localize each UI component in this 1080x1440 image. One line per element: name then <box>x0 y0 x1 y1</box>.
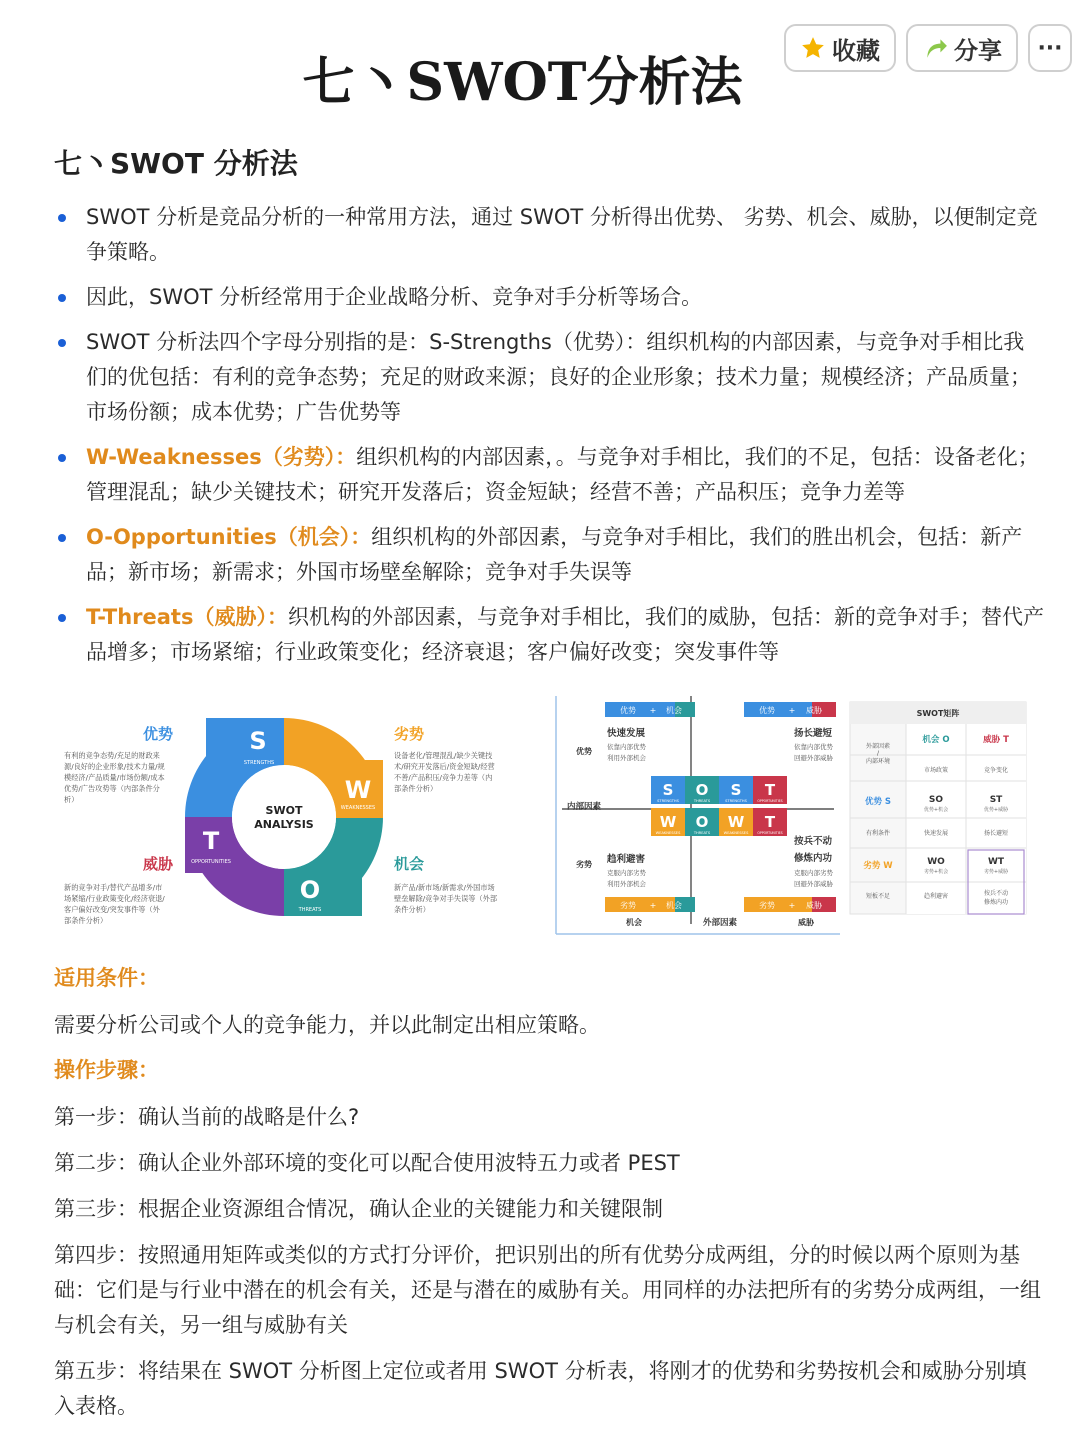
conditions-text: 需要分析公司或个人的竞争能力，并以此制定出相应策略。 <box>54 1013 600 1037</box>
wheel-center-line1: SWOT <box>265 804 303 817</box>
svg-text:修炼内功: 修炼内功 <box>983 899 1009 906</box>
svg-text:+: + <box>788 706 796 715</box>
swot-wheel-figure <box>64 718 497 925</box>
wheel-letter-t: T <box>202 827 220 855</box>
svg-text:优势: 优势 <box>759 706 775 715</box>
svg-text:THREATS: THREATS <box>693 799 711 803</box>
step-item: 第三步：根据企业资源组合情况，确认企业的关键能力和关键限制 <box>54 1197 663 1221</box>
svg-text:SWOT矩阵: SWOT矩阵 <box>916 709 960 718</box>
svg-text:有利条件: 有利条件 <box>865 830 891 837</box>
svg-text:外部因素: 外部因素 <box>865 743 891 750</box>
svg-text:依靠内部优势: 依靠内部优势 <box>794 743 833 751</box>
svg-text:优势: 优势 <box>620 706 636 715</box>
svg-text:回避外部威胁: 回避外部威胁 <box>794 880 833 888</box>
svg-text:机会: 机会 <box>666 901 682 910</box>
wheel-letter-s: S <box>249 727 267 755</box>
svg-text:竞争变化: 竞争变化 <box>983 767 1009 774</box>
svg-text:优势+威胁: 优势+威胁 <box>983 807 1009 813</box>
opportunity-title: 机会 <box>394 855 425 873</box>
svg-text:利用外部机会: 利用外部机会 <box>607 880 646 888</box>
wheel-sub-w: WEAKNESSES <box>340 805 376 811</box>
bullet-text: 组织机构的内部因素，。与竞争对手相比，我们的不足，包括：设备老化；管理混乱；缺少关键技术；研究开发落后；资金短缺；经营不善；产品积压；竞争力差等 <box>86 445 1039 504</box>
svg-text:威胁: 威胁 <box>806 706 822 715</box>
svg-text:S: S <box>730 781 742 799</box>
svg-text:部条件分析）: 部条件分析） <box>394 784 438 793</box>
svg-text:部条件分析）: 部条件分析） <box>64 916 108 925</box>
swot-table-figure <box>850 702 1026 914</box>
bullet-text: 因此，SWOT 分析经常用于企业战略分析、竞争对手分析等场合。 <box>86 285 703 309</box>
svg-text:设备老化/管理混乱/缺少关键技: 设备老化/管理混乱/缺少关键技 <box>394 751 493 760</box>
weakness-desc <box>394 751 495 793</box>
step-item: 第四步：按照通用矩阵或类似的方式打分评价，把识别出的所有优势分成两组，分的时候以两个原则为基础：它们是与行业中潜在的机会有关，还是与潜在的威胁有关。用同样的办法把所有的劣势分成两组，一组与机会有关，另一组与威胁有关 <box>54 1243 1041 1337</box>
svg-text:内部因素: 内部因素 <box>566 802 602 812</box>
strength-title: 优势 <box>142 725 174 743</box>
list-item <box>54 520 1044 590</box>
bullet-text: SWOT 分析是竞品分析的一种常用方法，通过 SWOT 分析得出优势、 劣势、机会、威胁，以便制定竞争策略。 <box>86 205 1038 264</box>
svg-text:THREATS: THREATS <box>693 831 711 835</box>
step-item: 第五步：将结果在 SWOT 分析图上定位或者用 SWOT 分析表，将刚才的优势和劣势按机会和威胁分别填入表格。 <box>54 1359 1027 1418</box>
svg-text:ST: ST <box>989 795 1003 805</box>
svg-text:快速发展: 快速发展 <box>607 728 646 739</box>
svg-text:机会: 机会 <box>666 706 682 715</box>
svg-text:短板不足: 短板不足 <box>865 893 891 900</box>
list-item <box>54 440 1044 510</box>
steps-label: 操作步骤： <box>54 1058 159 1082</box>
svg-text:克服内部劣势: 克服内部劣势 <box>607 869 646 877</box>
svg-text:扬长避短: 扬长避短 <box>983 830 1009 837</box>
bullet-text: SWOT 分析法四个字母分别指的是：S-Strengths（优势）：组织机构的内部因素，与竞争对手相比我们的优包括：有利的竞争态势；充足的财政来源；良好的企业形象；技术力量；规模经济；产品质量；市场份额；成本优势；广告优势等 <box>86 330 1031 424</box>
swot-figures <box>54 692 1034 940</box>
svg-text:依靠内部优势: 依靠内部优势 <box>607 743 646 751</box>
svg-text:不善/产品积压/竞争力差等（内: 不善/产品积压/竞争力差等（内 <box>394 773 493 782</box>
svg-text:新的竞争对手/替代产品增多/市: 新的竞争对手/替代产品增多/市 <box>64 883 163 892</box>
bullet-highlight: O-Opportunities（机会）： <box>86 525 372 549</box>
more-icon: ··· <box>1037 35 1063 61</box>
svg-text:模经济/产品质量/市场份额/成本: 模经济/产品质量/市场份额/成本 <box>64 773 165 782</box>
svg-text:修炼内功: 修炼内功 <box>794 853 833 864</box>
svg-text:新产品/新市场/新需求/外国市场: 新产品/新市场/新需求/外国市场 <box>394 883 495 892</box>
svg-text:W: W <box>659 813 677 831</box>
bullet-highlight: W-Weaknesses（劣势）： <box>86 445 357 469</box>
svg-text:有利的竞争态势/充足的财政来: 有利的竞争态势/充足的财政来 <box>64 751 160 760</box>
svg-text:快速发展: 快速发展 <box>923 830 949 837</box>
wheel-letter-o: O <box>299 876 321 904</box>
lower-section <box>54 962 1044 1435</box>
svg-text:内部环境: 内部环境 <box>865 758 891 765</box>
svg-text:劣势+威胁: 劣势+威胁 <box>983 869 1009 875</box>
svg-text:劣势+机会: 劣势+机会 <box>923 869 949 875</box>
wheel-center-line2: ANALYSIS <box>254 818 314 831</box>
threat-title: 威胁 <box>142 855 174 873</box>
svg-text:场紧缩/行业政策变化/经济衰退/: 场紧缩/行业政策变化/经济衰退/ <box>64 894 165 903</box>
favorite-label: 收藏 <box>832 36 880 65</box>
svg-text:外部因素: 外部因素 <box>702 918 738 928</box>
wheel-sub-o: THREATS <box>298 907 322 913</box>
section-heading: 七丶SWOT 分析法 <box>54 147 298 180</box>
svg-text:T: T <box>764 813 776 831</box>
list-item <box>54 600 1044 670</box>
bullet-list <box>54 200 1044 670</box>
threat-desc <box>64 883 165 925</box>
svg-text:克服内部劣势: 克服内部劣势 <box>794 869 833 877</box>
svg-text:趋利避害: 趋利避害 <box>923 893 949 900</box>
svg-text:回避外部威胁: 回避外部威胁 <box>794 754 833 762</box>
wheel-sub-t: OPPORTUNITIES <box>191 859 231 865</box>
svg-text:O: O <box>695 781 709 799</box>
svg-text:S: S <box>662 781 674 799</box>
svg-text:劣势: 劣势 <box>576 860 592 869</box>
section-content <box>54 142 1044 680</box>
opportunity-desc <box>394 883 497 914</box>
step-item: 第二步：确认企业外部环境的变化可以配合使用波特五力或者 PEST <box>54 1151 680 1175</box>
svg-text:威胁: 威胁 <box>798 918 814 927</box>
swot-matrix-figure <box>556 696 840 934</box>
svg-text:STRENGTHS: STRENGTHS <box>657 799 679 803</box>
strength-desc <box>64 751 165 804</box>
svg-text:壁垒解除/竞争对手失误等（外部: 壁垒解除/竞争对手失误等（外部 <box>394 894 498 903</box>
svg-text:OPPORTUNITIES: OPPORTUNITIES <box>757 831 783 835</box>
share-label: 分享 <box>954 36 1002 65</box>
svg-text:W: W <box>727 813 745 831</box>
svg-text:优势 S: 优势 S <box>864 797 892 807</box>
bullet-text: 织机构的外部因素，与竞争对手相比，我们的威胁，包括：新的竞争对手；替代产品增多；市场紧缩；行业政策变化；经济衰退；客户偏好改变；突发事件等 <box>86 605 1044 664</box>
svg-text:O: O <box>695 813 709 831</box>
page-title: 七丶SWOT分析法 <box>302 52 743 113</box>
svg-text:劣势 W: 劣势 W <box>863 861 893 871</box>
svg-text:扬长避短: 扬长避短 <box>794 728 833 739</box>
svg-text:威胁: 威胁 <box>806 901 822 910</box>
svg-text:WO: WO <box>927 857 945 867</box>
svg-text:WT: WT <box>987 857 1005 867</box>
svg-text:机会: 机会 <box>626 918 642 927</box>
svg-text:趋利避害: 趋利避害 <box>607 854 646 865</box>
svg-text:源/良好的企业形象/技术力量/规: 源/良好的企业形象/技术力量/规 <box>64 762 165 771</box>
conditions-label: 适用条件： <box>54 966 159 990</box>
wheel-letter-w: W <box>344 776 372 804</box>
list-item <box>54 280 1044 315</box>
svg-text:机会 O: 机会 O <box>922 735 950 745</box>
svg-text:威胁 T: 威胁 T <box>983 735 1009 745</box>
svg-text:OPPORTUNITIES: OPPORTUNITIES <box>757 799 783 803</box>
weakness-title: 劣势 <box>394 725 425 743</box>
svg-text:优势/广告攻势等（内部条件分: 优势/广告攻势等（内部条件分 <box>64 784 160 793</box>
list-item <box>54 325 1044 430</box>
bullet-highlight: T-Threats（威胁）： <box>86 605 288 629</box>
bullet-text: 组织机构的外部因素，与竞争对手相比，我们的胜出机会，包括：新产品；新市场；新需求；外国市场壁垒解除；竞争对手失误等 <box>86 525 1023 584</box>
svg-text:劣势: 劣势 <box>759 901 775 910</box>
step-item: 第一步：确认当前的战略是什么? <box>54 1105 360 1129</box>
svg-text:术/研究开发落后/资金短缺/经营: 术/研究开发落后/资金短缺/经营 <box>394 762 495 771</box>
list-item <box>54 200 1044 270</box>
svg-text:市场政策: 市场政策 <box>923 767 949 774</box>
svg-text:WEAKNESSES: WEAKNESSES <box>655 831 681 835</box>
svg-text:条件分析）: 条件分析） <box>394 905 430 914</box>
svg-text:+: + <box>649 901 657 910</box>
svg-text:/: / <box>876 750 880 757</box>
svg-text:劣势: 劣势 <box>620 901 636 910</box>
svg-text:按兵不动: 按兵不动 <box>983 890 1009 897</box>
svg-text:+: + <box>649 706 657 715</box>
svg-text:按兵不动: 按兵不动 <box>794 836 833 847</box>
svg-text:STRENGTHS: STRENGTHS <box>725 799 747 803</box>
svg-text:T: T <box>764 781 776 799</box>
svg-text:利用外部机会: 利用外部机会 <box>607 754 646 762</box>
svg-text:SO: SO <box>928 795 944 805</box>
svg-text:WEAKNESSES: WEAKNESSES <box>723 831 749 835</box>
svg-text:客户偏好改变/突发事件等（外: 客户偏好改变/突发事件等（外 <box>64 905 160 914</box>
wheel-sub-s: STRENGTHS <box>243 760 275 766</box>
svg-text:优势+机会: 优势+机会 <box>923 807 949 813</box>
svg-text:+: + <box>788 901 796 910</box>
svg-text:优势: 优势 <box>576 747 592 756</box>
svg-text:析）: 析） <box>64 795 79 804</box>
